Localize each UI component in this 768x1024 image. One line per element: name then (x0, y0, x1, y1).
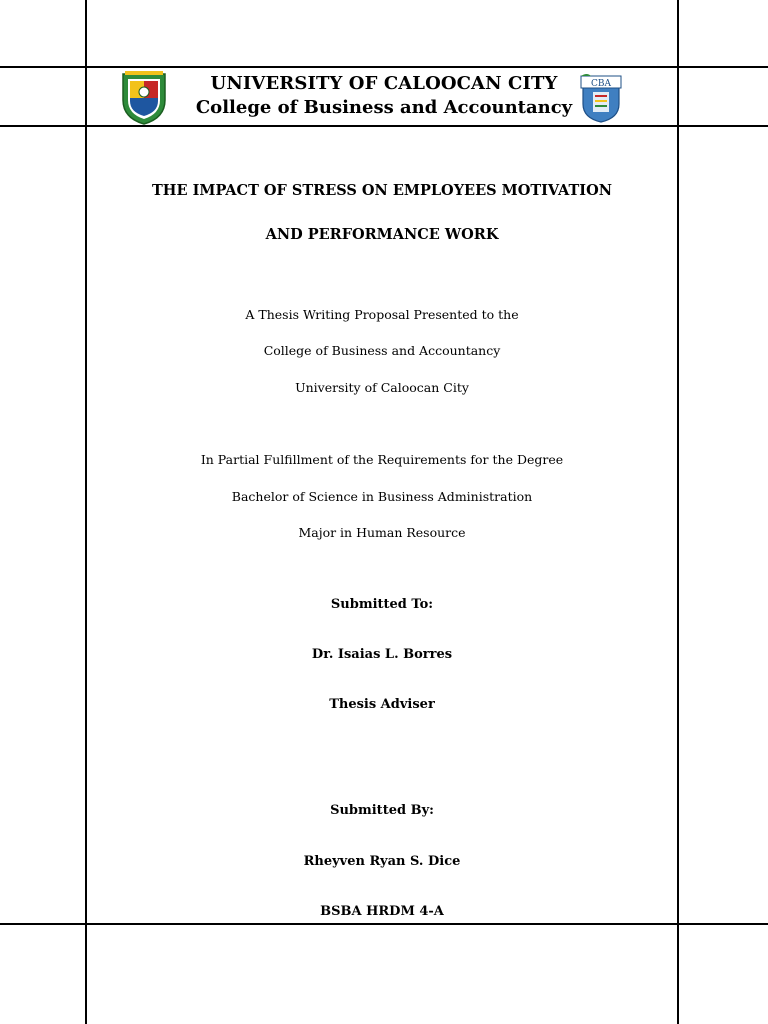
submitted-to-label: Submitted To: (330, 597, 434, 612)
university-name: UNIVERSITY OF CALOOCAN CITY (210, 73, 558, 94)
submitted-by-label: Submitted By: (330, 803, 434, 818)
fulfillment-line2: Bachelor of Science in Business Administration (231, 489, 533, 504)
college-name: College of Business and Accountancy (195, 97, 573, 118)
author-name: Rheyven Ryan S. Dice (303, 854, 461, 869)
adviser-role: Thesis Adviser (329, 697, 435, 712)
border-left (85, 0, 87, 1024)
fulfillment-line1: In Partial Fulfillment of the Requirements for the Degree (200, 452, 564, 467)
footer-rule (0, 923, 768, 925)
thesis-title-line1: THE IMPACT OF STRESS ON EMPLOYEES MOTIVATION (152, 182, 612, 199)
thesis-title-line2: AND PERFORMANCE WORK (265, 226, 499, 243)
proposal-line3: University of Caloocan City (295, 380, 469, 395)
fulfillment-line3: Major in Human Resource (298, 525, 466, 540)
letterhead (87, 68, 677, 125)
adviser-name: Dr. Isaias L. Borres (311, 647, 453, 662)
header-bottom-rule (0, 125, 768, 127)
border-right (677, 0, 679, 1024)
author-section: BSBA HRDM 4-A (320, 904, 444, 919)
cba-logo-icon (579, 72, 623, 124)
cba-logo-text: CBA (591, 79, 611, 89)
proposal-line2: College of Business and Accountancy (263, 343, 501, 358)
proposal-line1: A Thesis Writing Proposal Presented to the (245, 307, 519, 322)
